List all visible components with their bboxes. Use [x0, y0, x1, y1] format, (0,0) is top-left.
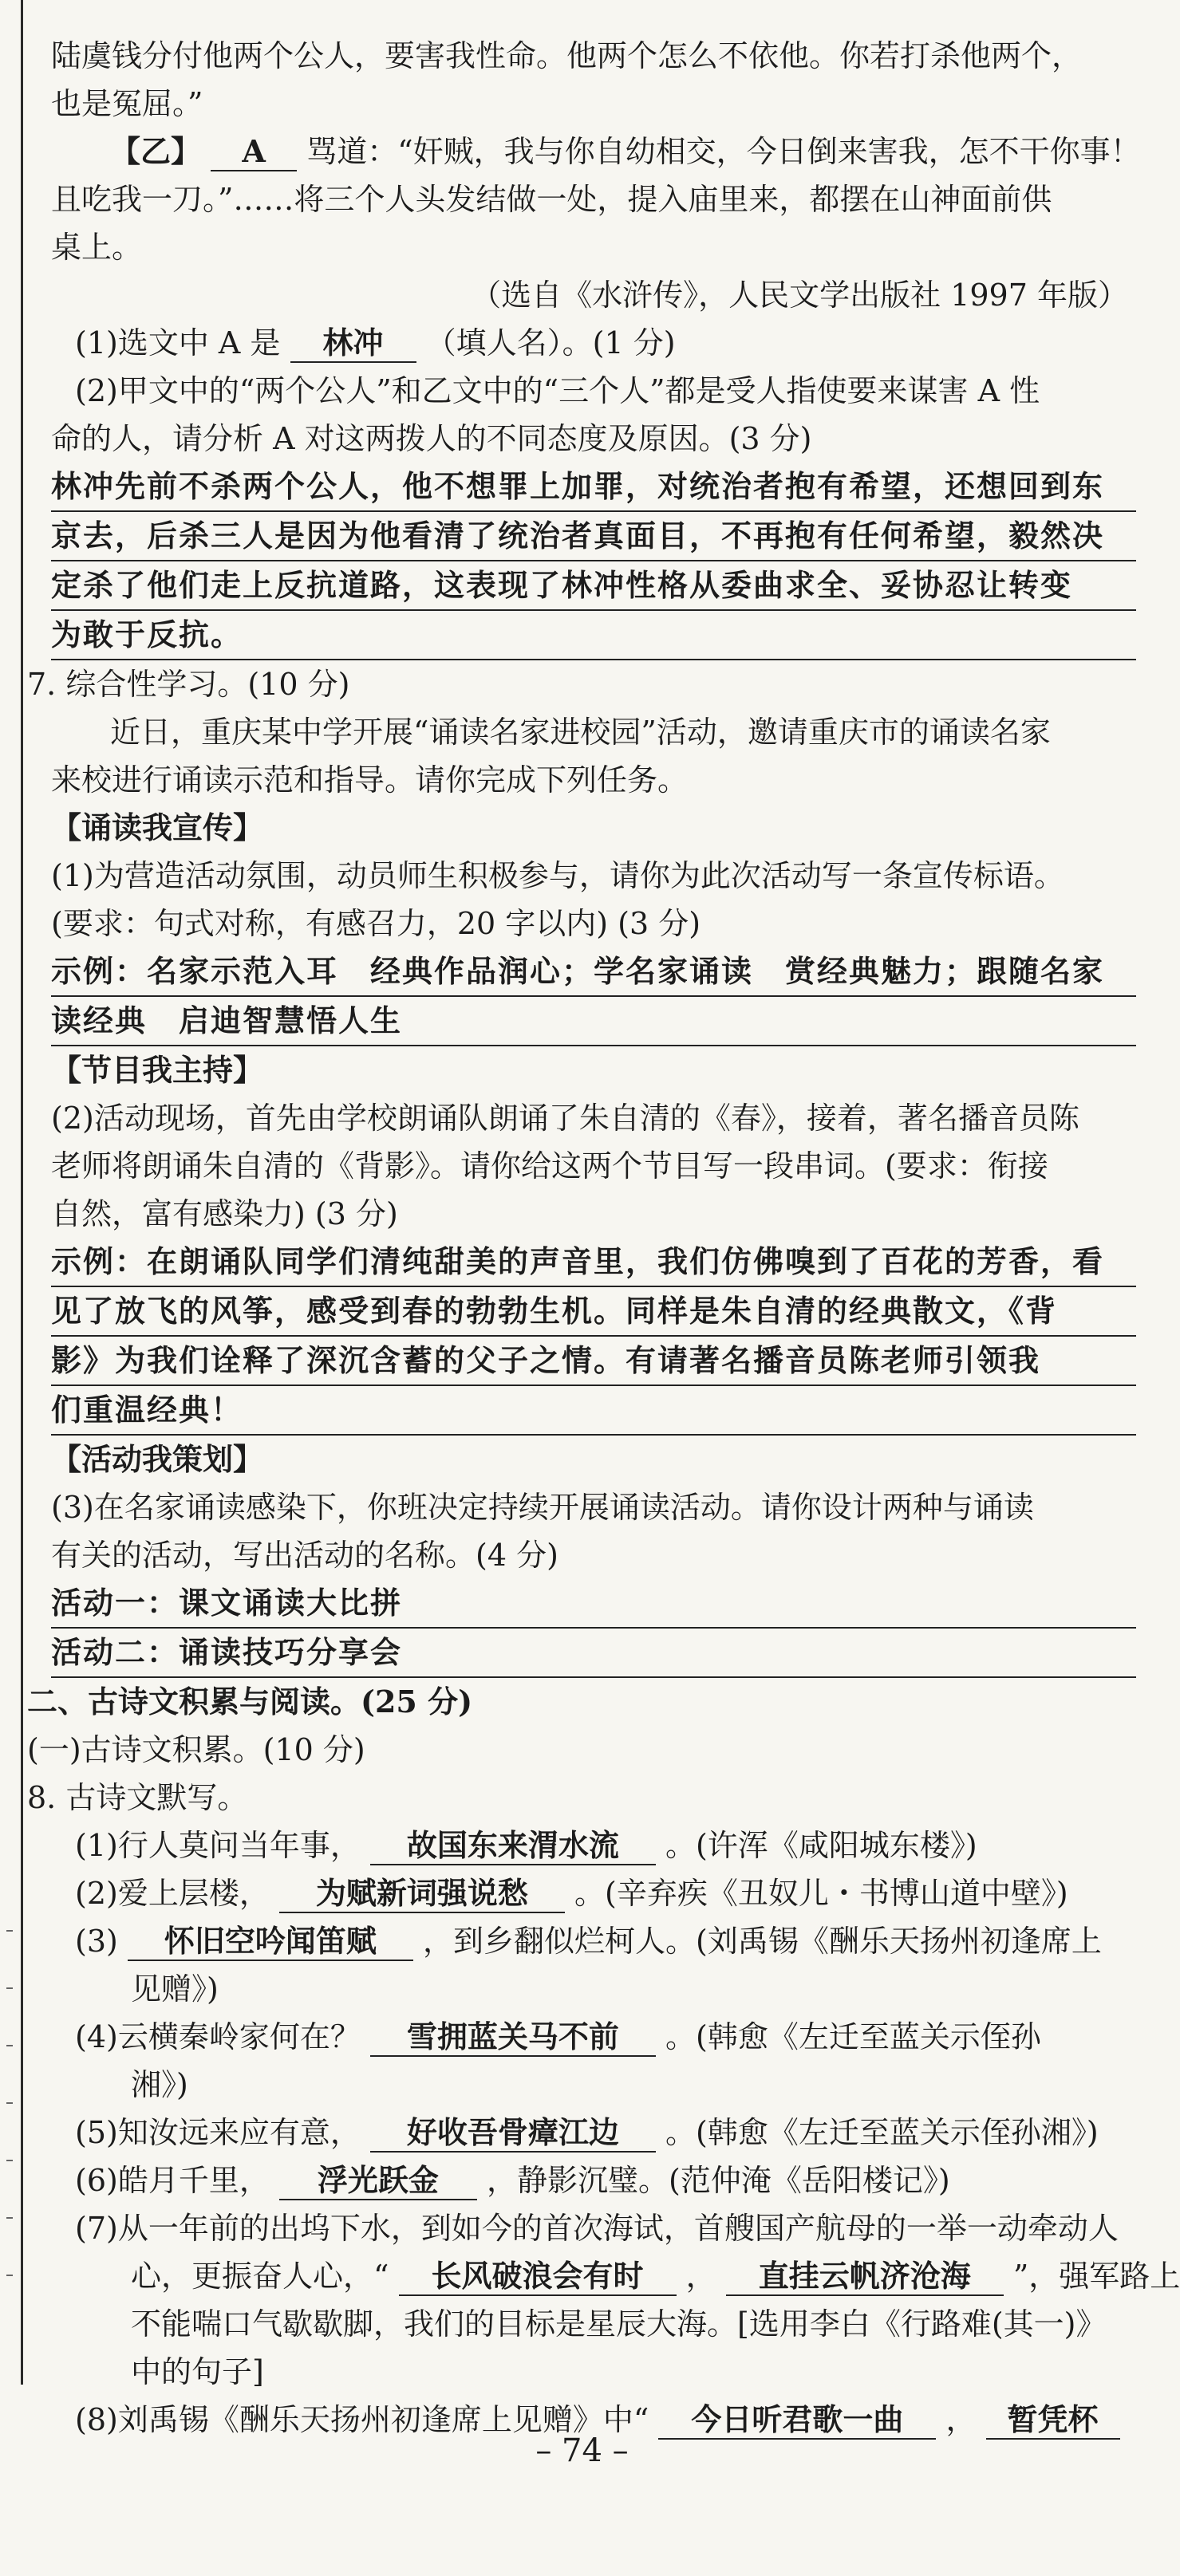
question-line: 命的人，请分析 A 对这两拨人的不同态度及原因。(3 分) [51, 421, 812, 456]
passage-text: 骂道：“奸贼，我与你自幼相交，今日倒来害我，怎不干你事！ [306, 134, 1141, 169]
question-text: (1)选文中 A 是 [75, 325, 281, 360]
poem-text: (5)知汝远来应有意， [75, 2115, 361, 2150]
poem-text: (4)云横秦岭家何在？ [75, 2019, 361, 2054]
answer-line: 为敢于反抗。 [51, 611, 1136, 660]
page-number: – 74 – [535, 2432, 629, 2469]
poem-text: ，到乡翻似烂柯人。(刘禹锡《酬乐天扬州初逢席上 [423, 1924, 1102, 1959]
section-title: 二、古诗文积累与阅读。(25 分) [27, 1684, 473, 1719]
answer-blank: 暂凭杯 [986, 2401, 1120, 2440]
intro-line: 近日，重庆某中学开展“诵读名家进校园”活动，邀请重庆市的诵读名家 [110, 715, 1051, 750]
poem-text: ， [945, 2402, 977, 2437]
poem-text: 心，更振奋人心，“ [131, 2259, 389, 2294]
activity-answer: 活动一：课文诵读大比拼 [51, 1579, 1136, 1629]
section-heading: 【活动我策划】 [51, 1441, 264, 1477]
source-citation: （选自《水浒传》，人民文学出版社 1997 年版） [471, 278, 1128, 313]
poem-text: 。(韩愈《左迁至蓝关示侄孙 [665, 2019, 1041, 2054]
answer-line: 京去，后杀三人是因为他看清了统治者真面目，不再抱有任何希望，毅然决 [51, 512, 1136, 561]
poem-text: (8)刘禹锡《酬乐天扬州初逢席上见赠》中“ [75, 2402, 649, 2437]
question-line: (2)甲文中的“两个公人”和乙文中的“三个人”都是受人指使要来谋害 A 性 [75, 373, 1040, 408]
poem-text: (1)行人莫问当年事， [75, 1828, 361, 1863]
poem-text: 。(许浑《咸阳城东楼》) [665, 1828, 977, 1863]
section-heading: 【诵读我宣传】 [51, 809, 264, 845]
poem-text: (2)爱上层楼， [75, 1876, 270, 1911]
subsection-title: (一)古诗文积累。(10 分) [27, 1732, 365, 1767]
question-text: （填人名）。(1 分) [425, 325, 676, 360]
poem-line: 见赠》) [131, 1971, 219, 2007]
poem-text: (3) [75, 1924, 118, 1959]
intro-line: 来校进行诵读示范和指导。请你完成下列任务。 [51, 762, 689, 798]
passage-line: 也是冤屈。” [51, 86, 203, 121]
task-line: (1)为营造活动氛围，动员师生积极参与，请你为此次活动写一条宣传标语。 [51, 858, 1064, 893]
answer-blank: 为赋新词强说愁 [279, 1875, 565, 1913]
answer-blank: 故国东来渭水流 [370, 1827, 656, 1865]
answer-blank: 浮光跃金 [279, 2162, 477, 2200]
poem-line [51, 2157, 1136, 2204]
task-line: (要求：句式对称，有感召力，20 字以内) (3 分) [51, 906, 701, 941]
answer-line: 示例：在朗诵队同学们清纯甜美的声音里，我们仿佛嗅到了百花的芳香，看 [51, 1238, 1136, 1287]
answer-blank: 好收吾骨瘴江边 [370, 2114, 656, 2153]
answer-line: 示例：名家示范入耳 经典作品润心；学名家诵读 赏经典魅力；跟随名家 [51, 947, 1136, 997]
poem-line: 湘》) [131, 2067, 188, 2102]
answer-blank: 雪拥蓝关马不前 [370, 2019, 656, 2057]
poem-line: 中的句子] [131, 2354, 264, 2389]
answer-blank: 怀旧空吟闻笛赋 [128, 1923, 413, 1961]
poem-text: ， [685, 2259, 716, 2294]
passage-label: 【乙】 [110, 133, 202, 169]
poem-text: ”，强军路上 [1012, 2259, 1180, 2294]
section-heading: 【节目我主持】 [51, 1052, 264, 1088]
poem-line [51, 1917, 1136, 1965]
answer-line: 定杀了他们走上反抗道路，这表现了林冲性格从委曲求全、妥协忍让转变 [51, 561, 1136, 611]
question-line [51, 319, 1136, 367]
passage-line: 桌上。 [51, 230, 143, 265]
answer-line: 见了放飞的风筝，感受到春的勃勃生机。同样是朱自清的经典散文，《背 [51, 1287, 1136, 1337]
answer-blank: 今日听君歌一曲 [658, 2401, 936, 2440]
answer-blank: A [211, 133, 297, 171]
poem-text: 。(辛弃疾《丑奴儿・书博山道中壁》) [574, 1876, 1068, 1911]
answer-line: 们重温经典！ [51, 1386, 1136, 1436]
poem-line [51, 1869, 1136, 1917]
poem-line [51, 2252, 1180, 2300]
answer-line: 林冲先前不杀两个公人，他不想罪上加罪，对统治者抱有希望，还想回到东 [51, 463, 1136, 512]
passage-line: 且吃我一刀。”……将三个人头发结做一处，提入庙里来，都摆在山神面前供 [51, 182, 1052, 217]
task-line: 有关的活动，写出活动的名称。(4 分) [51, 1538, 558, 1573]
page-content [27, 32, 1180, 2444]
poem-line: (7)从一年前的出坞下水，到如今的首次海试，首艘国产航母的一举一动牵动人 [75, 2211, 1119, 2246]
poem-line [51, 2109, 1136, 2157]
answer-blank: 直挂云帆济沧海 [726, 2258, 1004, 2296]
answer-blank: 林冲 [290, 325, 416, 363]
poem-text: ，静影沉璧。(范仲淹《岳阳楼记》) [487, 2163, 950, 2198]
question-heading: 8. 古诗文默写。 [27, 1780, 248, 1815]
left-border-line [21, 0, 23, 2385]
answer-line: 读经典 启迪智慧悟人生 [51, 997, 1136, 1046]
poem-text: 。(韩愈《左迁至蓝关示侄孙湘》) [665, 2115, 1099, 2150]
task-line: 老师将朗诵朱自清的《背影》。请你给这两个节目写一段串词。(要求：衔接 [51, 1148, 1048, 1184]
answer-blank: 长风破浪会有时 [399, 2258, 677, 2296]
passage-line: 陆虞钱分付他两个公人，要害我性命。他两个怎么不依他。你若打杀他两个， [51, 38, 1083, 73]
passage-line [51, 128, 1141, 175]
answer-line: 影》为我们诠释了深沉含蓄的父子之情。有请著名播音员陈老师引领我 [51, 1337, 1136, 1386]
margin-marks [5, 1930, 16, 2377]
task-line: (3)在名家诵读感染下，你班决定持续开展诵读活动。请你设计两种与诵读 [51, 1490, 1034, 1525]
poem-line [51, 2013, 1136, 2061]
question-heading: 7. 综合性学习。(10 分) [27, 667, 350, 702]
poem-line [51, 1822, 1136, 1869]
poem-line: 不能喘口气歇歇脚，我们的目标是星辰大海。[选用李白《行路难(其一)》 [131, 2306, 1107, 2342]
poem-text: (6)皓月千里， [75, 2163, 270, 2198]
task-line: (2)活动现场，首先由学校朗诵队朗诵了朱自清的《春》，接着，著名播音员陈 [51, 1101, 1079, 1136]
task-line: 自然，富有感染力) (3 分) [51, 1196, 398, 1231]
activity-answer: 活动二：诵读技巧分享会 [51, 1629, 1136, 1678]
